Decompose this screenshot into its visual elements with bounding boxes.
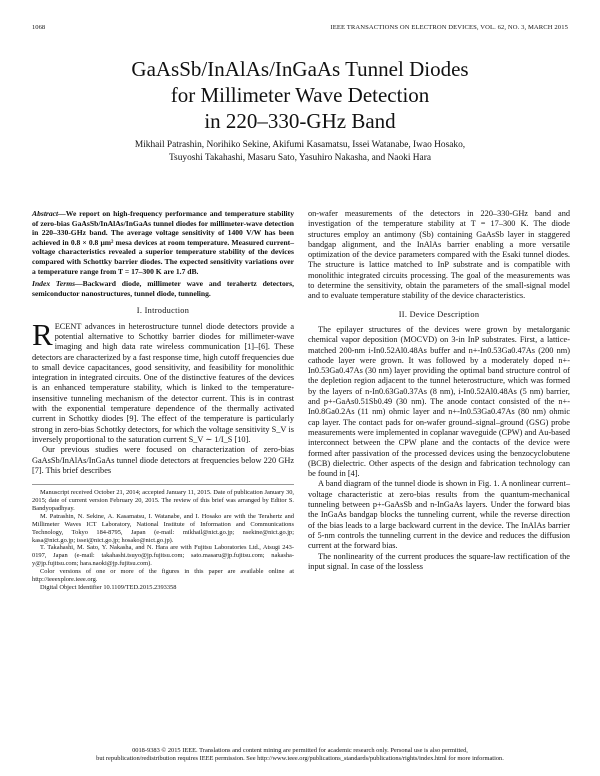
device-paragraph-2: A band diagram of the tunnel diode is shown in Fig. 1. A nonlinear current–voltage characteristic at zero-bias results from the quantum-mechanical tunneling between p+-GaAsSb and n-InGaAs layers. Under the forward bias the InGaAs bandgap blocks the tunneling current, while the reverse direction of the bias leads to a large backward current in the device. The InAlAs barrier of 5-nm controls the tunneling current in the device and reduces the diffusion current at the forward bias.: [308, 479, 570, 551]
intro-paragraph-2: Our previous studies were focused on characterization of zero-bias GaAsSb/InAlAs/InGaAs tunnel diode detectors at frequencies below 220 GHz [7]. This brief describes: [32, 445, 294, 475]
page-number: 1068: [32, 24, 46, 31]
left-column: [32, 209, 294, 592]
title-line: GaAsSb/InAlAs/InGaAs Tunnel Diodes: [131, 57, 469, 81]
footnote: T. Takahashi, M. Sato, Y. Nakasha, and N. Hara are with Fujitsu Laboratories Ltd., Atsugi 243-0197, Japan (e-mail: takahashi.tsuyo@jp.fujitsu.com; sato.masaru@jp.fujitsu.com; nakasha-y@jp.fujitsu.com; hara.naoki@jp.fujitsu.com).: [32, 544, 294, 568]
paper-title: [40, 56, 560, 134]
authors-line: Tsuyoshi Takahashi, Masaru Sato, Yasuhiro Nakasha, and Naoki Hara: [168, 152, 431, 163]
author-list: [40, 139, 560, 164]
journal-name: IEEE TRANSACTIONS ON ELECTRON DEVICES, VOL. 62, NO. 3, MARCH 2015: [330, 24, 568, 31]
abstract-text: We report on high-frequency performance and temperature stability of zero-bias GaAsSb/InAlAs/InGaAs tunnel diodes for millimeter-wave detection in 220–330-GHz band. The average voltage sensitivity of 1400 V/W has been achieved in 0.8 × 0.8 μm² mesa devices at room temperature. Measured current–voltage characteristics revealed a superior temperature stability of the devices compared with Schottky barrier diodes. The expected sensitivity variations over a temperature range from T = 17–300 K are 1.7 dB.: [32, 209, 294, 276]
intro-continuation: on-wafer measurements of the detectors in 220–330-GHz band and investigation of the temperature stability at T = 17–300 K. The diode structures employ an antimony (Sb) containing GaAsSb layer in staggered bandgap alignment, and the InAlAs barrier enabling a more versatile optimization of the device parameters compared with the Esaki tunnel diodes. The structure is lattice matched to InP substrate and is compatible with monolithic integrated circuits processing. The goal of the measurements was to determine the sensitivity, obtain the parameters of the small-signal model and to evaluate temperature stability of the device characteristics.: [308, 209, 570, 301]
intro-paragraph-1: [32, 316, 294, 446]
abstract-label: Abstract: [32, 209, 59, 218]
index-terms: Index Terms—Backward diode, millimeter wave and terahertz detectors, semiconductor nanostructures, tunnel diode, tunneling.: [32, 279, 294, 298]
device-paragraph-1: The epilayer structures of the devices were grown by metalorganic chemical vapor deposition (MOCVD) on 3-in InP substrates. First, a lattice-matched 200-nm i-In0.52Al0.48As buffer and n+-In0.53Ga0.47As (200 nm) cathode layer were grown. It was followed by a moderately doped n+-In0.53Ga0.47As (30 nm) layer providing the optimal band structure control of the depletion region adjacent to the tunnel heterostructure, which was formed by the layers of n-In0.63Ga0.37As (8 nm), i-In0.52Al0.48As (5 nm) barrier, and p+-GaAs0.51Sb0.49 (30 nm). The anode contact consisted of the n+-In0.8Ga0.2As (11 nm) ohmic layer and n+-In0.53Ga0.47As (80 nm) ohmic cap layer. The contact pads for on-wafer ground–signal–ground (GSG) probe measurements were implemented in coplanar waveguide (CPW) and Au-based interconnect between the CPW plane and the contacts of the device were formed after passivation of the processed devices using the benzocyclobutene (BCB) dielectric. Other aspects of the design and fabrication technology can be found in [4].: [308, 324, 570, 479]
footnote: Color versions of one or more of the figures in this paper are available online at http://ieeexplore.ieee.org.: [32, 568, 294, 584]
index-terms-label: Index Terms: [32, 279, 76, 289]
device-paragraph-3: The nonlinearity of the current produces the square-law rectification of the input signal. In case of the lossless: [308, 551, 570, 571]
intro-paragraph-1-text: ECENT advances in heterostructure tunnel diode detectors provide a potential alternative to Schottky barrier diodes for millimeter-wave imaging and high data rate wireless communication [1]–[6]. These detectors are characterized by a fast response time, high cutoff frequencies due to small device capacitances, good sensitivity, and feasibility for monolithic integration in integrated circuits. One of the distinctive features of the devices is an enhanced temperature stability, which is linked to the temperature-insensitive tunneling mechanism of the detector current. This is in contrast with the exponential temperature dependence of the thermally activated current in Schottky diodes [9]. The effect of the temperature is particularly strong in zero-bias Schottky detectors, for which the voltage sensitivity S_V is inversely proportional to the saturation current S_V ∼ 1/I_S [10].: [32, 321, 294, 444]
drop-cap: R: [32, 316, 53, 352]
section-heading-device-description: II. Device Description: [398, 309, 480, 319]
copyright-footer: [32, 747, 568, 763]
index-terms-text: Backward diode, millimeter wave and terahertz detectors, semiconductor nanostructures, tunnel diode, tunneling.: [32, 279, 294, 298]
authors-line: Mikhail Patrashin, Norihiko Sekine, Akifumi Kasamatsu, Issei Watanabe, Iwao Hosako,: [134, 140, 466, 150]
footnote-doi: Digital Object Identifier 10.1109/TED.2015.2393358: [40, 583, 177, 591]
title-line: for Millimeter Wave Detection: [170, 83, 430, 107]
footer-line: but republication/redistribution requires IEEE permission. See http://www.ieee.org/publications_standards/publications/rights/index.html for more information.: [96, 755, 504, 763]
footnote: M. Patrashin, N. Sekine, A. Kasamatsu, I. Watanabe, and I. Hosako are with the Terahertz and Millimeter Waves ICT Laboratory, National Institute of Information and Communications Technology, Tokyo 184-8795, Japan (e-mail: mikhail@nict.go.jp; nsekine@nict.go.jp; kasa@nict.go.jp; issei@nict.go.jp; hosako@nict.go.jp).: [32, 512, 294, 544]
footer-line: 0018-9383 © 2015 IEEE. Translations and content mining are permitted for academic research only. Personal use is also permitted,: [132, 747, 468, 754]
right-column: [308, 209, 570, 572]
section-heading-introduction: I. Introduction: [136, 306, 190, 316]
footnotes: [32, 484, 294, 592]
running-header: [32, 24, 568, 36]
abstract: Abstract—We report on high-frequency performance and temperature stability of zero-bias GaAsSb/InAlAs/InGaAs tunnel diodes for millimeter-wave detection in 220–330-GHz band. The average voltage sensitivity of 1400 V/W has been achieved in 0.8 × 0.8 μm² mesa devices at room temperature. Measured current–voltage characteristics revealed a superior temperature stability of the devices compared with Schottky barrier diodes. The expected sensitivity variations over a temperature range from T = 17–300 K are 1.7 dB.: [32, 209, 294, 276]
title-line: in 220–330-GHz Band: [204, 109, 396, 133]
footnote: Manuscript received October 21, 2014; accepted January 11, 2015. Date of publication January 30, 2015; date of current version February 20, 2015. The review of this brief was arranged by Editor S. Bandyopadhyay.: [32, 489, 294, 512]
